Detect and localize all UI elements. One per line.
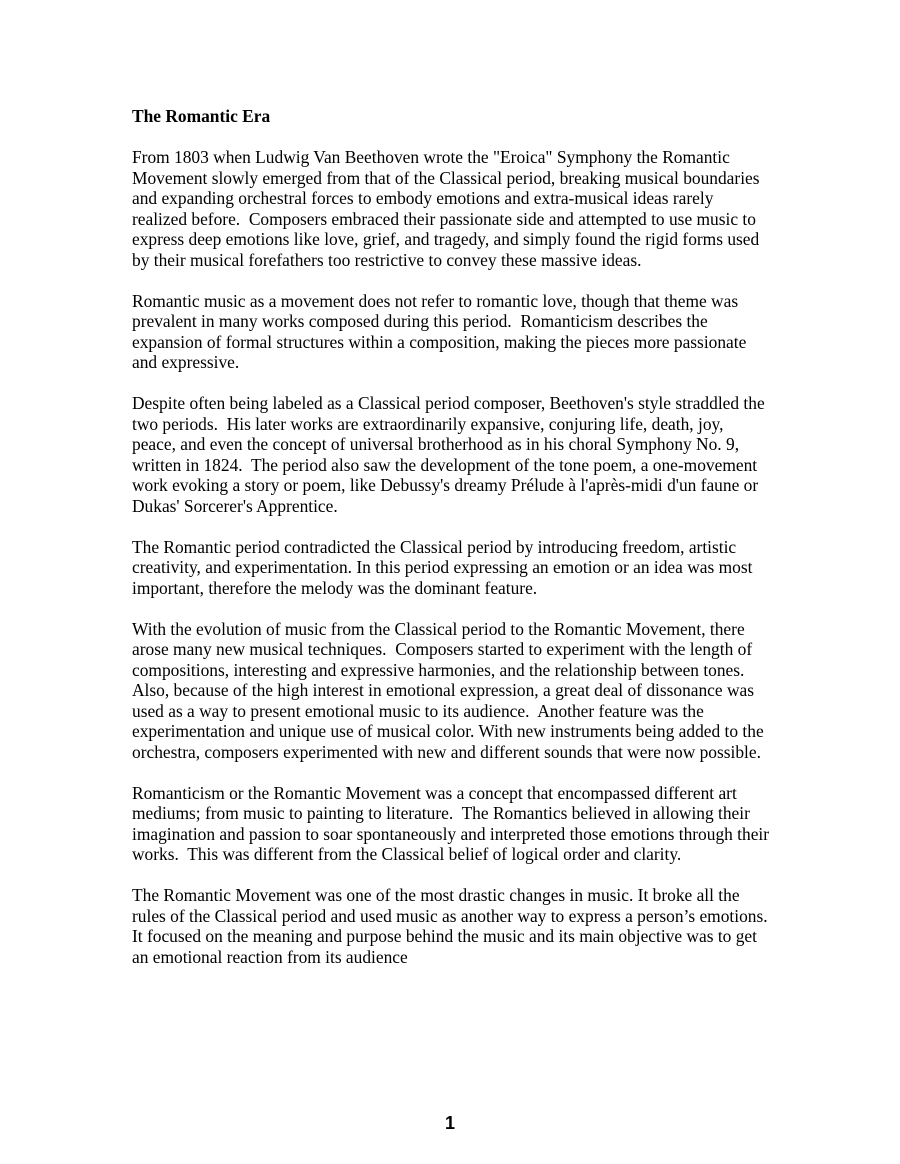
document-content xyxy=(132,106,774,988)
page-number: 1 xyxy=(444,1113,455,1133)
paragraph: The Romantic Movement was one of the most drastic changes in music. It broke all the rules of the Classical period and used music as another way to express a person’s emotions. It focused on the meaning and purpose behind the music and its main objective was to get an emotional reaction from its audience xyxy=(132,885,772,967)
paragraph: With the evolution of music from the Classical period to the Romantic Movement, there arose many new musical techniques. Composers started to experiment with the length of compositions, interesting and expressive harmonies, and the relationship between tones. Also, because of the high interest in emotional expression, a great deal of dissonance was used as a way to present emotional music to its audience. Another feature was the experimentation and unique use of musical color. With new instruments being added to the orchestra, composers experimented with new and different sounds that were now possible. xyxy=(132,618,769,762)
document-body xyxy=(132,147,774,967)
paragraph: Romanticism or the Romantic Movement was a concept that encompassed different art mediums; from music to painting to literature. The Romantics believed in allowing their imagination and passion to soar spontaneously and interpreted those emotions through their works. This was different from the Classical belief of logical order and clarity. xyxy=(132,782,774,864)
document-title: The Romantic Era xyxy=(132,106,271,126)
paragraph: Romantic music as a movement does not refer to romantic love, though that theme was prevalent in many works composed during this period. Romanticism describes the expansion of formal structures within a composition, making the pieces more passionate and expressive. xyxy=(132,290,751,372)
paragraph: From 1803 when Ludwig Van Beethoven wrote the "Eroica" Symphony the Romantic Movement slowly emerged from that of the Classical period, breaking musical boundaries and expanding orchestral forces to embody emotions and extra-musical ideas rarely realized before. Composers embraced their passionate side and attempted to use music to express deep emotions like love, grief, and tragedy, and simply found the rigid forms used by their musical forefathers too restrictive to convey these massive ideas. xyxy=(132,147,764,270)
paragraph: The Romantic period contradicted the Classical period by introducing freedom, artistic creativity, and experimentation. In this period expressing an emotion or an idea was most important, therefore the melody was the dominant feature. xyxy=(132,536,757,598)
paragraph: Despite often being labeled as a Classical period composer, Beethoven's style straddled the two periods. His later works are extraordinarily expansive, conjuring life, death, joy, peace, and even the concept of universal brotherhood as in his choral Symphony No. 9, written in 1824. The period also saw the development of the tone poem, a one-movement work evoking a story or poem, like Debussy's dreamy Prélude à l'après-midi d'un faune or Dukas' Sorcerer's Apprentice. xyxy=(132,393,770,516)
